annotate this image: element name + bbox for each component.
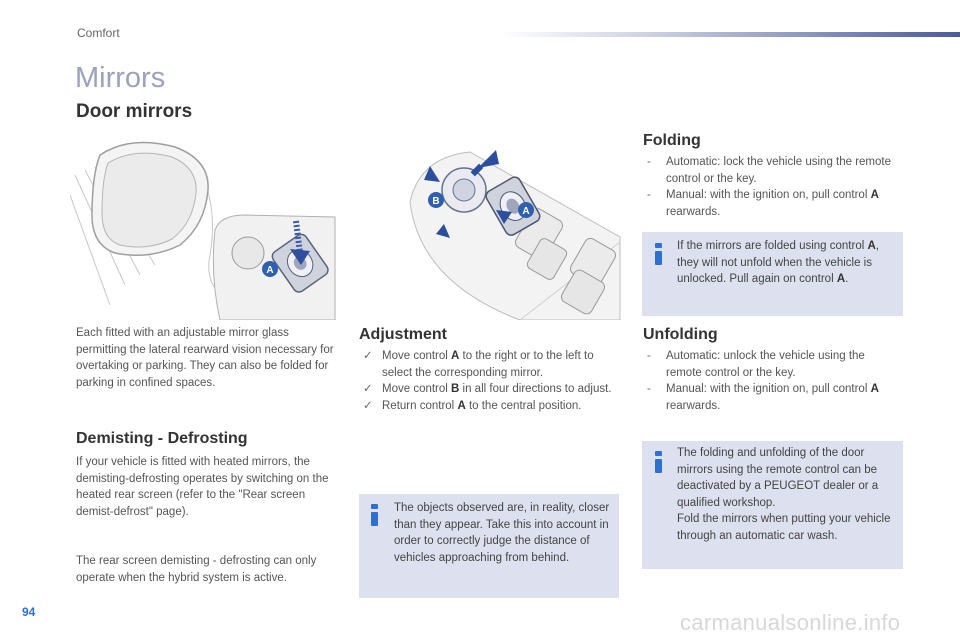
label-b-text: B <box>432 196 440 207</box>
unfolding-heading: Unfolding <box>643 326 718 343</box>
list-item: ✓ Return control A to the central position. <box>359 398 614 415</box>
adjustment-info-text: The objects observed are, in reality, closer than they appear. Take this into account in order to correctly judge the distance of vehicles approaching from behind. <box>394 502 610 564</box>
info-icon <box>655 451 662 473</box>
label-a-text: A <box>522 206 530 217</box>
unfolding-info-text <box>677 445 899 544</box>
list-item: - Manual: with the ignition on, pull control A rearwards. <box>647 383 879 412</box>
header-gradient-bar <box>500 32 960 37</box>
unfolding-info-box <box>642 441 903 569</box>
page-number: 94 <box>22 605 36 619</box>
folding-list <box>643 154 898 220</box>
instruction-arrow-icon: ✓ <box>363 399 373 412</box>
info-icon <box>655 243 662 265</box>
folding-heading: Folding <box>643 132 701 149</box>
instruction-arrow-icon: ✓ <box>363 383 373 395</box>
adjustment-info-box <box>359 494 619 598</box>
list-item: - Manual: with the ignition on, pull control A rearwards. <box>647 189 879 218</box>
mirror-controls-illustration <box>400 142 622 320</box>
demisting-text: If your vehicle is fitted with heated mirrors, the demisting-defrosting operates by switching on the heated rear screen (refer to the "Rear screen demist-defrost" page). <box>76 456 329 518</box>
folding-info-box <box>642 232 903 316</box>
door-mirror-illustration <box>70 135 338 320</box>
adjustment-heading: Adjustment <box>359 326 447 343</box>
list-item: ✓ Move control B in all four directions to adjust. <box>359 381 614 398</box>
door-mirrors-heading: Door mirrors <box>76 101 193 122</box>
door-mirrors-intro: Each fitted with an adjustable mirror glass permitting the lateral rearward vision necessary for overtaking or parking. They can also be folded for parking in confined spaces. <box>76 327 334 389</box>
instruction-arrow-icon: ✓ <box>363 350 373 362</box>
list-item: - Automatic: lock the vehicle using the remote control or the key. <box>647 156 892 185</box>
demisting-hybrid-note: The rear screen demisting - defrosting can only operate when the hybrid system is active. <box>76 555 317 584</box>
unfolding-info-paragraph-1: The folding and unfolding of the door mirrors using the remote control can be deactivated by a PEUGEOT dealer or a qualified workshop. <box>677 447 879 509</box>
section-label: Comfort <box>77 26 120 40</box>
label-a-text: A <box>266 265 274 276</box>
list-item: - Automatic: unlock the vehicle using the remote control or the key. <box>647 350 865 379</box>
page-title: Mirrors <box>75 62 166 94</box>
list-item: ✓ Move control A to the right or to the left to select the corresponding mirror. <box>363 350 594 379</box>
adjustment-list <box>359 348 614 414</box>
unfolding-list <box>643 348 898 414</box>
watermark: carmanualsonline.info <box>680 610 901 635</box>
demisting-heading: Demisting - Defrosting <box>76 430 248 447</box>
folding-info-text: If the mirrors are folded using control A, they will not unfold when the vehicle is unlocked. Pull again on control A. <box>677 240 879 285</box>
info-icon <box>371 504 378 526</box>
unfolding-info-paragraph-2: Fold the mirrors when putting your vehicle through an automatic car wash. <box>677 513 891 542</box>
control-b-pad <box>232 237 264 269</box>
